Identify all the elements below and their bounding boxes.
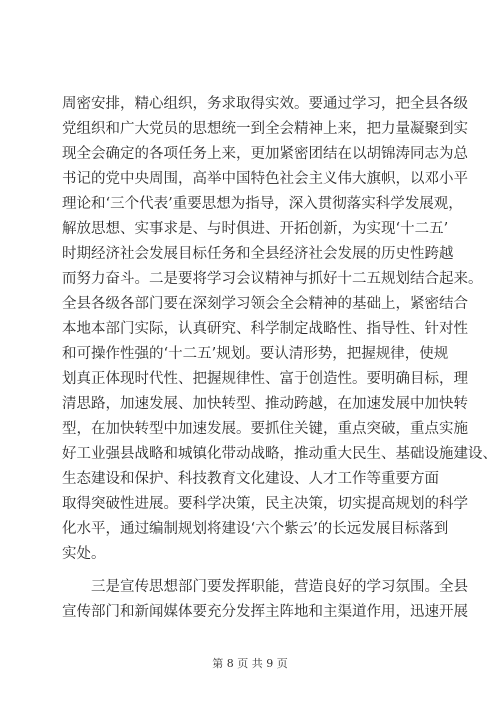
- text-line: 现全会确定的各项任务上来，更加紧密团结在以胡锦涛同志为总: [62, 146, 468, 162]
- text-line: 型，在加快转型中加速发展。要抓住关键，重点突破，重点实施: [62, 421, 468, 437]
- text-line: 本地本部门实际，认真研究、科学制定战略性、指导性、针对性: [62, 321, 468, 337]
- text-line: 清思路，加速发展、加快转型、推动跨越，在加速发展中加快转: [62, 396, 468, 412]
- text-line: 三是宣传思想部门要发挥职能，营造良好的学习氛围。全县: [62, 579, 468, 595]
- text-line: 党组织和广大党员的思想统一到全会精神上来，把力量凝聚到实: [62, 121, 468, 137]
- paragraph: [62, 575, 468, 625]
- text-line: 时期经济社会发展目标任务和全县经济社会发展的历史性跨越: [62, 246, 454, 262]
- text-line: 周密安排，精心组织，务求取得实效。要通过学习，把全县各级: [62, 96, 468, 112]
- text-line: 生态建设和保护、科技教育文化建设、人才工作等重要方面: [62, 471, 439, 487]
- text-line: 宣传部门和新闻媒体要充分发挥主阵地和主渠道作用，迅速开展: [62, 604, 468, 620]
- text-line: 化水平，通过编制规划将建设‘六个紫云’的长远发展目标落到: [62, 521, 449, 537]
- text-line: 好工业强县战略和城镇化带动战略，推动重大民生、基础设施建设、: [62, 446, 497, 462]
- text-line: 全县各级各部门要在深刻学习领会全会精神的基础上，紧密结合: [62, 296, 468, 312]
- page-number-footer: 第 8 页 共 9 页: [212, 657, 288, 670]
- paragraph-gap: [62, 567, 442, 575]
- body-text: [62, 92, 497, 625]
- text-line: 实处。: [62, 546, 106, 562]
- text-line: 书记的党中央周围，高举中国特色社会主义伟大旗帜，以邓小平: [62, 171, 468, 187]
- text-line: 划真正体现时代性、把握规律性、富于创造性。要明确目标，理: [62, 371, 468, 387]
- text-line: 和可操作性强的‘十二五’规划。要认清形势，把握规律，使规: [62, 346, 449, 362]
- text-line: 而努力奋斗。二是要将学习会议精神与抓好十二五规划结合起来。: [62, 271, 483, 287]
- text-line: 理论和‘三个代表’重要思想为指导，深入贯彻落实科学发展观，: [62, 196, 463, 212]
- paragraph: [62, 92, 497, 567]
- text-line: 解放思想、实事求是、与时俱进、开拓创新，为实现‘十二五’: [62, 221, 449, 237]
- text-line: 取得突破性进展。要科学决策，民主决策，切实提高规划的科学: [62, 496, 468, 512]
